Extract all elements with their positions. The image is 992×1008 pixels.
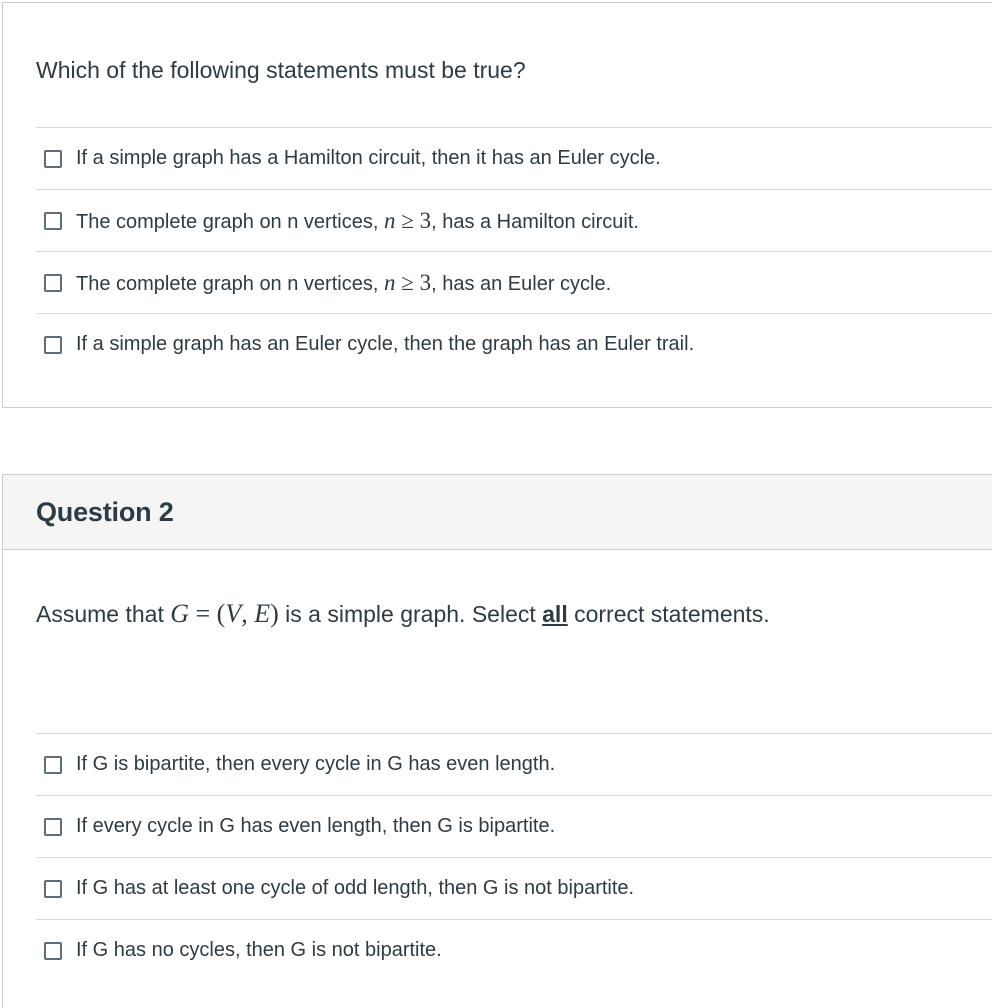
question-1-answers	[36, 127, 992, 375]
checkbox[interactable]	[44, 150, 62, 168]
math-expression	[384, 208, 431, 233]
question-title: Question 2	[36, 496, 174, 527]
answer-option[interactable]	[36, 795, 992, 857]
math-relation: ≥ 3	[395, 269, 432, 295]
checkbox[interactable]	[44, 942, 62, 960]
math-var-g: G	[170, 599, 190, 628]
answer-option[interactable]	[36, 251, 992, 313]
math-variable: n	[383, 269, 396, 295]
math-expression	[170, 599, 279, 628]
checkbox[interactable]	[44, 756, 62, 774]
math-expression	[384, 270, 431, 295]
answer-option[interactable]	[36, 919, 992, 981]
math-comma: ,	[241, 599, 255, 628]
answer-label	[76, 270, 611, 296]
answer-option[interactable]	[36, 189, 992, 251]
prompt-emphasis: all	[542, 601, 568, 627]
answer-label: If a simple graph has an Euler cycle, then the graph has an Euler trail.	[76, 333, 695, 355]
answer-label: If G is bipartite, then every cycle in G has even length.	[76, 753, 556, 775]
math-close: )	[270, 599, 279, 628]
math-variable: n	[383, 207, 396, 233]
answer-label	[76, 208, 639, 234]
prompt-middle: is a simple graph. Select	[278, 601, 543, 627]
math-var-v: V	[225, 599, 242, 628]
answer-label: If G has at least one cycle of odd length, then G is not bipartite.	[76, 877, 635, 899]
checkbox[interactable]	[44, 818, 62, 836]
question-2-block	[2, 474, 992, 1008]
math-var-e: E	[254, 599, 271, 628]
checkbox[interactable]	[44, 274, 62, 292]
question-header	[3, 475, 992, 550]
answer-text-before: The complete graph on n vertices,	[76, 210, 384, 233]
question-2-answers	[36, 733, 992, 981]
question-1-text: Which of the following statements must be true?	[36, 57, 526, 83]
answer-label: If G has no cycles, then G is not bipartite.	[76, 939, 442, 961]
answer-text-before: The complete graph on n vertices,	[76, 272, 384, 295]
checkbox[interactable]	[44, 212, 62, 230]
answer-option[interactable]	[36, 857, 992, 919]
answer-option[interactable]	[36, 313, 992, 375]
answer-text-after: , has an Euler cycle.	[431, 272, 612, 295]
answer-text-after: , has a Hamilton circuit.	[431, 210, 639, 233]
question-1-block	[2, 2, 992, 408]
math-relation: ≥ 3	[395, 207, 432, 233]
prompt-before: Assume that	[36, 601, 171, 627]
prompt-after: correct statements.	[567, 601, 770, 627]
answer-label: If a simple graph has a Hamilton circuit, then it has an Euler cycle.	[76, 147, 661, 169]
answer-label: If every cycle in G has even length, then G is bipartite.	[76, 815, 556, 837]
answer-option[interactable]	[36, 127, 992, 189]
math-eq: = (	[189, 599, 226, 628]
checkbox[interactable]	[44, 336, 62, 354]
answer-option[interactable]	[36, 733, 992, 795]
question-2-text	[36, 599, 770, 629]
checkbox[interactable]	[44, 880, 62, 898]
